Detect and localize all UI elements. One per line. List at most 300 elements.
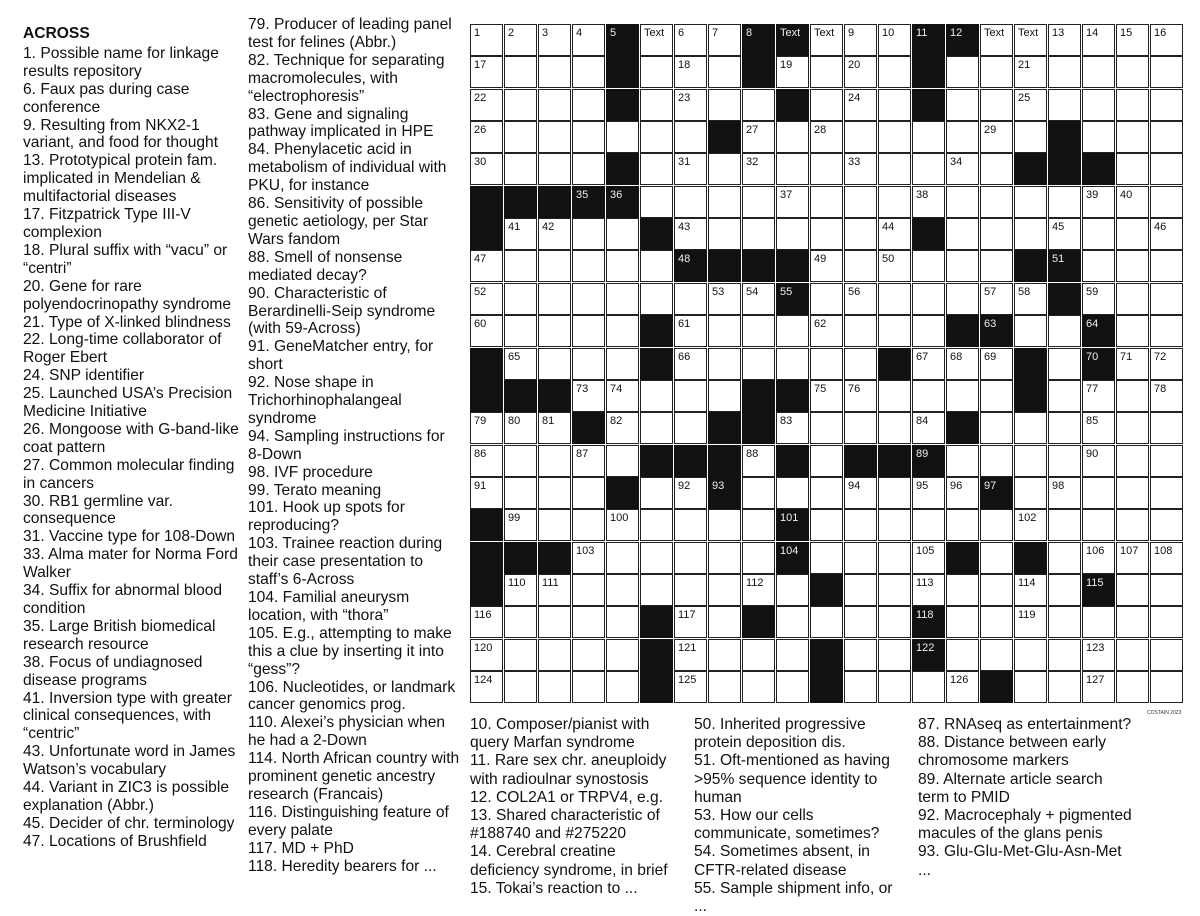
grid-cell[interactable] bbox=[742, 574, 775, 606]
grid-cell[interactable] bbox=[844, 509, 877, 541]
grid-cell[interactable] bbox=[470, 283, 503, 315]
grid-cell[interactable] bbox=[878, 186, 911, 218]
grid-cell[interactable] bbox=[504, 218, 537, 250]
grid-cell[interactable] bbox=[674, 639, 707, 671]
grid-cell[interactable] bbox=[844, 153, 877, 185]
grid-cell[interactable] bbox=[844, 315, 877, 347]
grid-cell[interactable] bbox=[674, 121, 707, 153]
grid-cell[interactable] bbox=[912, 153, 945, 185]
grid-cell[interactable] bbox=[980, 250, 1013, 282]
grid-cell[interactable] bbox=[946, 606, 979, 638]
grid-cell[interactable] bbox=[1116, 606, 1149, 638]
grid-cell[interactable] bbox=[538, 477, 571, 509]
grid-cell[interactable] bbox=[708, 509, 741, 541]
grid-cell[interactable] bbox=[640, 542, 673, 574]
grid-cell[interactable] bbox=[640, 412, 673, 444]
grid-cell[interactable] bbox=[1014, 56, 1047, 88]
grid-cell[interactable] bbox=[776, 574, 809, 606]
grid-cell[interactable] bbox=[470, 250, 503, 282]
grid-cell[interactable] bbox=[1116, 542, 1149, 574]
grid-cell[interactable] bbox=[810, 89, 843, 121]
grid-cell[interactable] bbox=[912, 250, 945, 282]
grid-cell[interactable] bbox=[844, 380, 877, 412]
grid-cell[interactable] bbox=[504, 445, 537, 477]
grid-cell[interactable] bbox=[1082, 250, 1115, 282]
grid-cell[interactable] bbox=[470, 671, 503, 703]
grid-cell[interactable] bbox=[844, 542, 877, 574]
grid-cell[interactable] bbox=[1048, 639, 1081, 671]
grid-cell[interactable] bbox=[504, 606, 537, 638]
grid-cell[interactable] bbox=[640, 380, 673, 412]
grid-cell[interactable] bbox=[980, 121, 1013, 153]
grid-cell[interactable] bbox=[912, 574, 945, 606]
grid-cell[interactable] bbox=[538, 121, 571, 153]
grid-cell[interactable] bbox=[504, 24, 537, 56]
grid-cell[interactable] bbox=[674, 574, 707, 606]
grid-cell[interactable] bbox=[1116, 121, 1149, 153]
grid-cell[interactable] bbox=[640, 153, 673, 185]
grid-cell[interactable] bbox=[742, 153, 775, 185]
grid-cell[interactable] bbox=[708, 671, 741, 703]
grid-cell[interactable] bbox=[470, 445, 503, 477]
grid-cell[interactable] bbox=[946, 218, 979, 250]
grid-cell[interactable] bbox=[980, 186, 1013, 218]
grid-cell[interactable] bbox=[980, 218, 1013, 250]
grid-cell[interactable] bbox=[912, 542, 945, 574]
grid-cell[interactable] bbox=[1082, 89, 1115, 121]
grid-cell[interactable] bbox=[946, 186, 979, 218]
grid-cell[interactable] bbox=[1116, 89, 1149, 121]
grid-cell[interactable] bbox=[1048, 24, 1081, 56]
grid-cell[interactable] bbox=[674, 56, 707, 88]
grid-cell[interactable] bbox=[980, 606, 1013, 638]
grid-cell[interactable] bbox=[572, 671, 605, 703]
grid-cell[interactable] bbox=[776, 315, 809, 347]
grid-cell[interactable] bbox=[742, 542, 775, 574]
grid-cell[interactable] bbox=[844, 121, 877, 153]
grid-cell[interactable] bbox=[742, 89, 775, 121]
grid-cell[interactable] bbox=[776, 671, 809, 703]
grid-cell[interactable] bbox=[708, 348, 741, 380]
grid-cell[interactable] bbox=[606, 574, 639, 606]
grid-cell[interactable] bbox=[572, 56, 605, 88]
grid-cell[interactable] bbox=[1014, 24, 1047, 56]
grid-cell[interactable] bbox=[742, 639, 775, 671]
grid-cell[interactable] bbox=[776, 606, 809, 638]
grid-cell[interactable] bbox=[572, 24, 605, 56]
grid-cell[interactable] bbox=[504, 283, 537, 315]
grid-cell[interactable] bbox=[538, 153, 571, 185]
grid-cell[interactable] bbox=[1150, 412, 1183, 444]
grid-cell[interactable] bbox=[878, 121, 911, 153]
grid-cell[interactable] bbox=[844, 477, 877, 509]
grid-cell[interactable] bbox=[912, 380, 945, 412]
grid-cell[interactable] bbox=[538, 250, 571, 282]
grid-cell[interactable] bbox=[810, 186, 843, 218]
grid-cell[interactable] bbox=[1082, 121, 1115, 153]
grid-cell[interactable] bbox=[878, 477, 911, 509]
grid-cell[interactable] bbox=[708, 542, 741, 574]
grid-cell[interactable] bbox=[538, 412, 571, 444]
grid-cell[interactable] bbox=[538, 509, 571, 541]
grid-cell[interactable] bbox=[946, 509, 979, 541]
grid-cell[interactable] bbox=[776, 56, 809, 88]
grid-cell[interactable] bbox=[606, 348, 639, 380]
grid-cell[interactable] bbox=[572, 250, 605, 282]
grid-cell[interactable] bbox=[674, 348, 707, 380]
grid-cell[interactable] bbox=[1014, 671, 1047, 703]
grid-cell[interactable] bbox=[810, 250, 843, 282]
grid-cell[interactable] bbox=[1014, 121, 1047, 153]
grid-cell[interactable] bbox=[572, 218, 605, 250]
grid-cell[interactable] bbox=[1116, 250, 1149, 282]
grid-cell[interactable] bbox=[1150, 445, 1183, 477]
grid-cell[interactable] bbox=[1116, 445, 1149, 477]
grid-cell[interactable] bbox=[946, 250, 979, 282]
grid-cell[interactable] bbox=[1048, 671, 1081, 703]
grid-cell[interactable] bbox=[572, 283, 605, 315]
grid-cell[interactable] bbox=[572, 639, 605, 671]
grid-cell[interactable] bbox=[674, 671, 707, 703]
grid-cell[interactable] bbox=[1150, 477, 1183, 509]
grid-cell[interactable] bbox=[1048, 412, 1081, 444]
grid-cell[interactable] bbox=[708, 153, 741, 185]
grid-cell[interactable] bbox=[1014, 639, 1047, 671]
grid-cell[interactable] bbox=[504, 671, 537, 703]
grid-cell[interactable] bbox=[946, 671, 979, 703]
grid-cell[interactable] bbox=[1150, 639, 1183, 671]
grid-cell[interactable] bbox=[1150, 542, 1183, 574]
grid-cell[interactable] bbox=[1048, 380, 1081, 412]
grid-cell[interactable] bbox=[606, 671, 639, 703]
grid-cell[interactable] bbox=[878, 671, 911, 703]
grid-cell[interactable] bbox=[470, 412, 503, 444]
grid-cell[interactable] bbox=[810, 153, 843, 185]
grid-cell[interactable] bbox=[1150, 348, 1183, 380]
grid-cell[interactable] bbox=[810, 412, 843, 444]
grid-cell[interactable] bbox=[912, 348, 945, 380]
grid-cell[interactable] bbox=[1116, 283, 1149, 315]
grid-cell[interactable] bbox=[640, 509, 673, 541]
grid-cell[interactable] bbox=[572, 574, 605, 606]
grid-cell[interactable] bbox=[878, 56, 911, 88]
grid-cell[interactable] bbox=[878, 412, 911, 444]
grid-cell[interactable] bbox=[844, 250, 877, 282]
grid-cell[interactable] bbox=[878, 250, 911, 282]
grid-cell[interactable] bbox=[810, 121, 843, 153]
grid-cell[interactable] bbox=[674, 89, 707, 121]
grid-cell[interactable] bbox=[844, 639, 877, 671]
grid-cell[interactable] bbox=[538, 89, 571, 121]
grid-cell[interactable] bbox=[640, 574, 673, 606]
grid-cell[interactable] bbox=[538, 348, 571, 380]
grid-cell[interactable] bbox=[1048, 186, 1081, 218]
grid-cell[interactable] bbox=[1150, 283, 1183, 315]
grid-cell[interactable] bbox=[946, 153, 979, 185]
grid-cell[interactable] bbox=[1116, 639, 1149, 671]
grid-cell[interactable] bbox=[470, 89, 503, 121]
grid-cell[interactable] bbox=[1082, 412, 1115, 444]
grid-cell[interactable] bbox=[844, 348, 877, 380]
grid-cell[interactable] bbox=[912, 509, 945, 541]
grid-cell[interactable] bbox=[980, 89, 1013, 121]
grid-cell[interactable] bbox=[538, 574, 571, 606]
grid-cell[interactable] bbox=[844, 574, 877, 606]
grid-cell[interactable] bbox=[674, 412, 707, 444]
grid-cell[interactable] bbox=[1048, 606, 1081, 638]
grid-cell[interactable] bbox=[606, 639, 639, 671]
grid-cell[interactable] bbox=[538, 606, 571, 638]
grid-cell[interactable] bbox=[742, 315, 775, 347]
grid-cell[interactable] bbox=[742, 445, 775, 477]
grid-cell[interactable] bbox=[844, 671, 877, 703]
grid-cell[interactable] bbox=[1150, 121, 1183, 153]
grid-cell[interactable] bbox=[504, 56, 537, 88]
grid-cell[interactable] bbox=[1150, 250, 1183, 282]
grid-cell[interactable] bbox=[538, 24, 571, 56]
grid-cell[interactable] bbox=[912, 671, 945, 703]
grid-cell[interactable] bbox=[844, 186, 877, 218]
grid-cell[interactable] bbox=[1082, 671, 1115, 703]
grid-cell[interactable] bbox=[810, 542, 843, 574]
grid-cell[interactable] bbox=[810, 606, 843, 638]
grid-cell[interactable] bbox=[810, 315, 843, 347]
grid-cell[interactable] bbox=[606, 509, 639, 541]
grid-cell[interactable] bbox=[504, 89, 537, 121]
grid-cell[interactable] bbox=[708, 89, 741, 121]
grid-cell[interactable] bbox=[1082, 186, 1115, 218]
grid-cell[interactable] bbox=[776, 477, 809, 509]
grid-cell[interactable] bbox=[878, 639, 911, 671]
grid-cell[interactable] bbox=[1116, 477, 1149, 509]
grid-cell[interactable] bbox=[810, 348, 843, 380]
grid-cell[interactable] bbox=[1116, 574, 1149, 606]
grid-cell[interactable] bbox=[946, 121, 979, 153]
grid-cell[interactable] bbox=[946, 574, 979, 606]
grid-cell[interactable] bbox=[946, 89, 979, 121]
grid-cell[interactable] bbox=[1116, 509, 1149, 541]
grid-cell[interactable] bbox=[776, 186, 809, 218]
grid-cell[interactable] bbox=[742, 121, 775, 153]
grid-cell[interactable] bbox=[776, 153, 809, 185]
grid-cell[interactable] bbox=[674, 315, 707, 347]
grid-cell[interactable] bbox=[640, 250, 673, 282]
grid-cell[interactable] bbox=[1048, 315, 1081, 347]
grid-cell[interactable] bbox=[776, 412, 809, 444]
grid-cell[interactable] bbox=[1116, 186, 1149, 218]
grid-cell[interactable] bbox=[1150, 24, 1183, 56]
grid-cell[interactable] bbox=[1082, 24, 1115, 56]
grid-cell[interactable] bbox=[1116, 412, 1149, 444]
grid-cell[interactable] bbox=[1150, 606, 1183, 638]
grid-cell[interactable] bbox=[810, 24, 843, 56]
grid-cell[interactable] bbox=[640, 477, 673, 509]
grid-cell[interactable] bbox=[674, 218, 707, 250]
grid-cell[interactable] bbox=[1048, 218, 1081, 250]
grid-cell[interactable] bbox=[674, 153, 707, 185]
grid-cell[interactable] bbox=[606, 380, 639, 412]
grid-cell[interactable] bbox=[606, 250, 639, 282]
grid-cell[interactable] bbox=[980, 283, 1013, 315]
grid-cell[interactable] bbox=[674, 542, 707, 574]
grid-cell[interactable] bbox=[1048, 348, 1081, 380]
grid-cell[interactable] bbox=[776, 639, 809, 671]
grid-cell[interactable] bbox=[1082, 639, 1115, 671]
grid-cell[interactable] bbox=[572, 89, 605, 121]
grid-cell[interactable] bbox=[1116, 218, 1149, 250]
grid-cell[interactable] bbox=[912, 412, 945, 444]
grid-cell[interactable] bbox=[708, 283, 741, 315]
grid-cell[interactable] bbox=[810, 509, 843, 541]
grid-cell[interactable] bbox=[742, 218, 775, 250]
grid-cell[interactable] bbox=[640, 283, 673, 315]
grid-cell[interactable] bbox=[470, 56, 503, 88]
grid-cell[interactable] bbox=[1150, 574, 1183, 606]
grid-cell[interactable] bbox=[844, 56, 877, 88]
grid-cell[interactable] bbox=[572, 153, 605, 185]
grid-cell[interactable] bbox=[504, 250, 537, 282]
grid-cell[interactable] bbox=[572, 445, 605, 477]
grid-cell[interactable] bbox=[572, 380, 605, 412]
grid-cell[interactable] bbox=[810, 445, 843, 477]
grid-cell[interactable] bbox=[1082, 509, 1115, 541]
grid-cell[interactable] bbox=[708, 24, 741, 56]
grid-cell[interactable] bbox=[980, 639, 1013, 671]
grid-cell[interactable] bbox=[674, 509, 707, 541]
grid-cell[interactable] bbox=[980, 56, 1013, 88]
grid-cell[interactable] bbox=[1048, 509, 1081, 541]
grid-cell[interactable] bbox=[674, 283, 707, 315]
grid-cell[interactable] bbox=[878, 542, 911, 574]
grid-cell[interactable] bbox=[504, 121, 537, 153]
grid-cell[interactable] bbox=[640, 186, 673, 218]
grid-cell[interactable] bbox=[708, 186, 741, 218]
grid-cell[interactable] bbox=[742, 671, 775, 703]
grid-cell[interactable] bbox=[606, 542, 639, 574]
grid-cell[interactable] bbox=[640, 89, 673, 121]
grid-cell[interactable] bbox=[1150, 315, 1183, 347]
grid-cell[interactable] bbox=[776, 348, 809, 380]
grid-cell[interactable] bbox=[878, 89, 911, 121]
grid-cell[interactable] bbox=[980, 445, 1013, 477]
grid-cell[interactable] bbox=[878, 283, 911, 315]
grid-cell[interactable] bbox=[504, 574, 537, 606]
grid-cell[interactable] bbox=[878, 315, 911, 347]
grid-cell[interactable] bbox=[572, 348, 605, 380]
grid-cell[interactable] bbox=[1082, 606, 1115, 638]
grid-cell[interactable] bbox=[1150, 56, 1183, 88]
grid-cell[interactable] bbox=[1116, 24, 1149, 56]
grid-cell[interactable] bbox=[878, 574, 911, 606]
grid-cell[interactable] bbox=[980, 542, 1013, 574]
grid-cell[interactable] bbox=[572, 315, 605, 347]
grid-cell[interactable] bbox=[946, 445, 979, 477]
grid-cell[interactable] bbox=[912, 121, 945, 153]
grid-cell[interactable] bbox=[810, 477, 843, 509]
grid-cell[interactable] bbox=[946, 639, 979, 671]
grid-cell[interactable] bbox=[708, 606, 741, 638]
grid-cell[interactable] bbox=[742, 283, 775, 315]
grid-cell[interactable] bbox=[878, 509, 911, 541]
grid-cell[interactable] bbox=[470, 639, 503, 671]
grid-cell[interactable] bbox=[1014, 218, 1047, 250]
grid-cell[interactable] bbox=[946, 283, 979, 315]
grid-cell[interactable] bbox=[1014, 477, 1047, 509]
grid-cell[interactable] bbox=[1116, 56, 1149, 88]
grid-cell[interactable] bbox=[1150, 671, 1183, 703]
grid-cell[interactable] bbox=[980, 574, 1013, 606]
grid-cell[interactable] bbox=[470, 315, 503, 347]
grid-cell[interactable] bbox=[878, 24, 911, 56]
grid-cell[interactable] bbox=[538, 56, 571, 88]
grid-cell[interactable] bbox=[572, 121, 605, 153]
grid-cell[interactable] bbox=[1150, 153, 1183, 185]
grid-cell[interactable] bbox=[980, 412, 1013, 444]
grid-cell[interactable] bbox=[538, 639, 571, 671]
grid-cell[interactable] bbox=[946, 477, 979, 509]
grid-cell[interactable] bbox=[878, 380, 911, 412]
grid-cell[interactable] bbox=[572, 606, 605, 638]
grid-cell[interactable] bbox=[1150, 380, 1183, 412]
grid-cell[interactable] bbox=[504, 477, 537, 509]
grid-cell[interactable] bbox=[606, 412, 639, 444]
grid-cell[interactable] bbox=[742, 477, 775, 509]
grid-cell[interactable] bbox=[470, 606, 503, 638]
grid-cell[interactable] bbox=[1014, 186, 1047, 218]
grid-cell[interactable] bbox=[606, 315, 639, 347]
grid-cell[interactable] bbox=[606, 283, 639, 315]
grid-cell[interactable] bbox=[504, 315, 537, 347]
grid-cell[interactable] bbox=[708, 380, 741, 412]
grid-cell[interactable] bbox=[708, 574, 741, 606]
grid-cell[interactable] bbox=[1048, 574, 1081, 606]
grid-cell[interactable] bbox=[504, 412, 537, 444]
grid-cell[interactable] bbox=[674, 606, 707, 638]
grid-cell[interactable] bbox=[538, 218, 571, 250]
grid-cell[interactable] bbox=[1116, 348, 1149, 380]
grid-cell[interactable] bbox=[572, 542, 605, 574]
grid-cell[interactable] bbox=[980, 380, 1013, 412]
grid-cell[interactable] bbox=[1014, 283, 1047, 315]
grid-cell[interactable] bbox=[708, 56, 741, 88]
grid-cell[interactable] bbox=[980, 153, 1013, 185]
grid-cell[interactable] bbox=[742, 509, 775, 541]
grid-cell[interactable] bbox=[674, 380, 707, 412]
grid-cell[interactable] bbox=[1014, 606, 1047, 638]
grid-cell[interactable] bbox=[1048, 445, 1081, 477]
grid-cell[interactable] bbox=[1082, 218, 1115, 250]
grid-cell[interactable] bbox=[606, 606, 639, 638]
grid-cell[interactable] bbox=[1150, 218, 1183, 250]
grid-cell[interactable] bbox=[708, 218, 741, 250]
grid-cell[interactable] bbox=[640, 24, 673, 56]
grid-cell[interactable] bbox=[1082, 445, 1115, 477]
grid-cell[interactable] bbox=[912, 477, 945, 509]
grid-cell[interactable] bbox=[1116, 315, 1149, 347]
grid-cell[interactable] bbox=[1048, 542, 1081, 574]
grid-cell[interactable] bbox=[946, 380, 979, 412]
grid-cell[interactable] bbox=[674, 24, 707, 56]
grid-cell[interactable] bbox=[1014, 509, 1047, 541]
grid-cell[interactable] bbox=[742, 348, 775, 380]
grid-cell[interactable] bbox=[810, 56, 843, 88]
grid-cell[interactable] bbox=[538, 445, 571, 477]
grid-cell[interactable] bbox=[776, 218, 809, 250]
grid-cell[interactable] bbox=[1082, 283, 1115, 315]
grid-cell[interactable] bbox=[1048, 477, 1081, 509]
grid-cell[interactable] bbox=[878, 218, 911, 250]
grid-cell[interactable] bbox=[946, 56, 979, 88]
